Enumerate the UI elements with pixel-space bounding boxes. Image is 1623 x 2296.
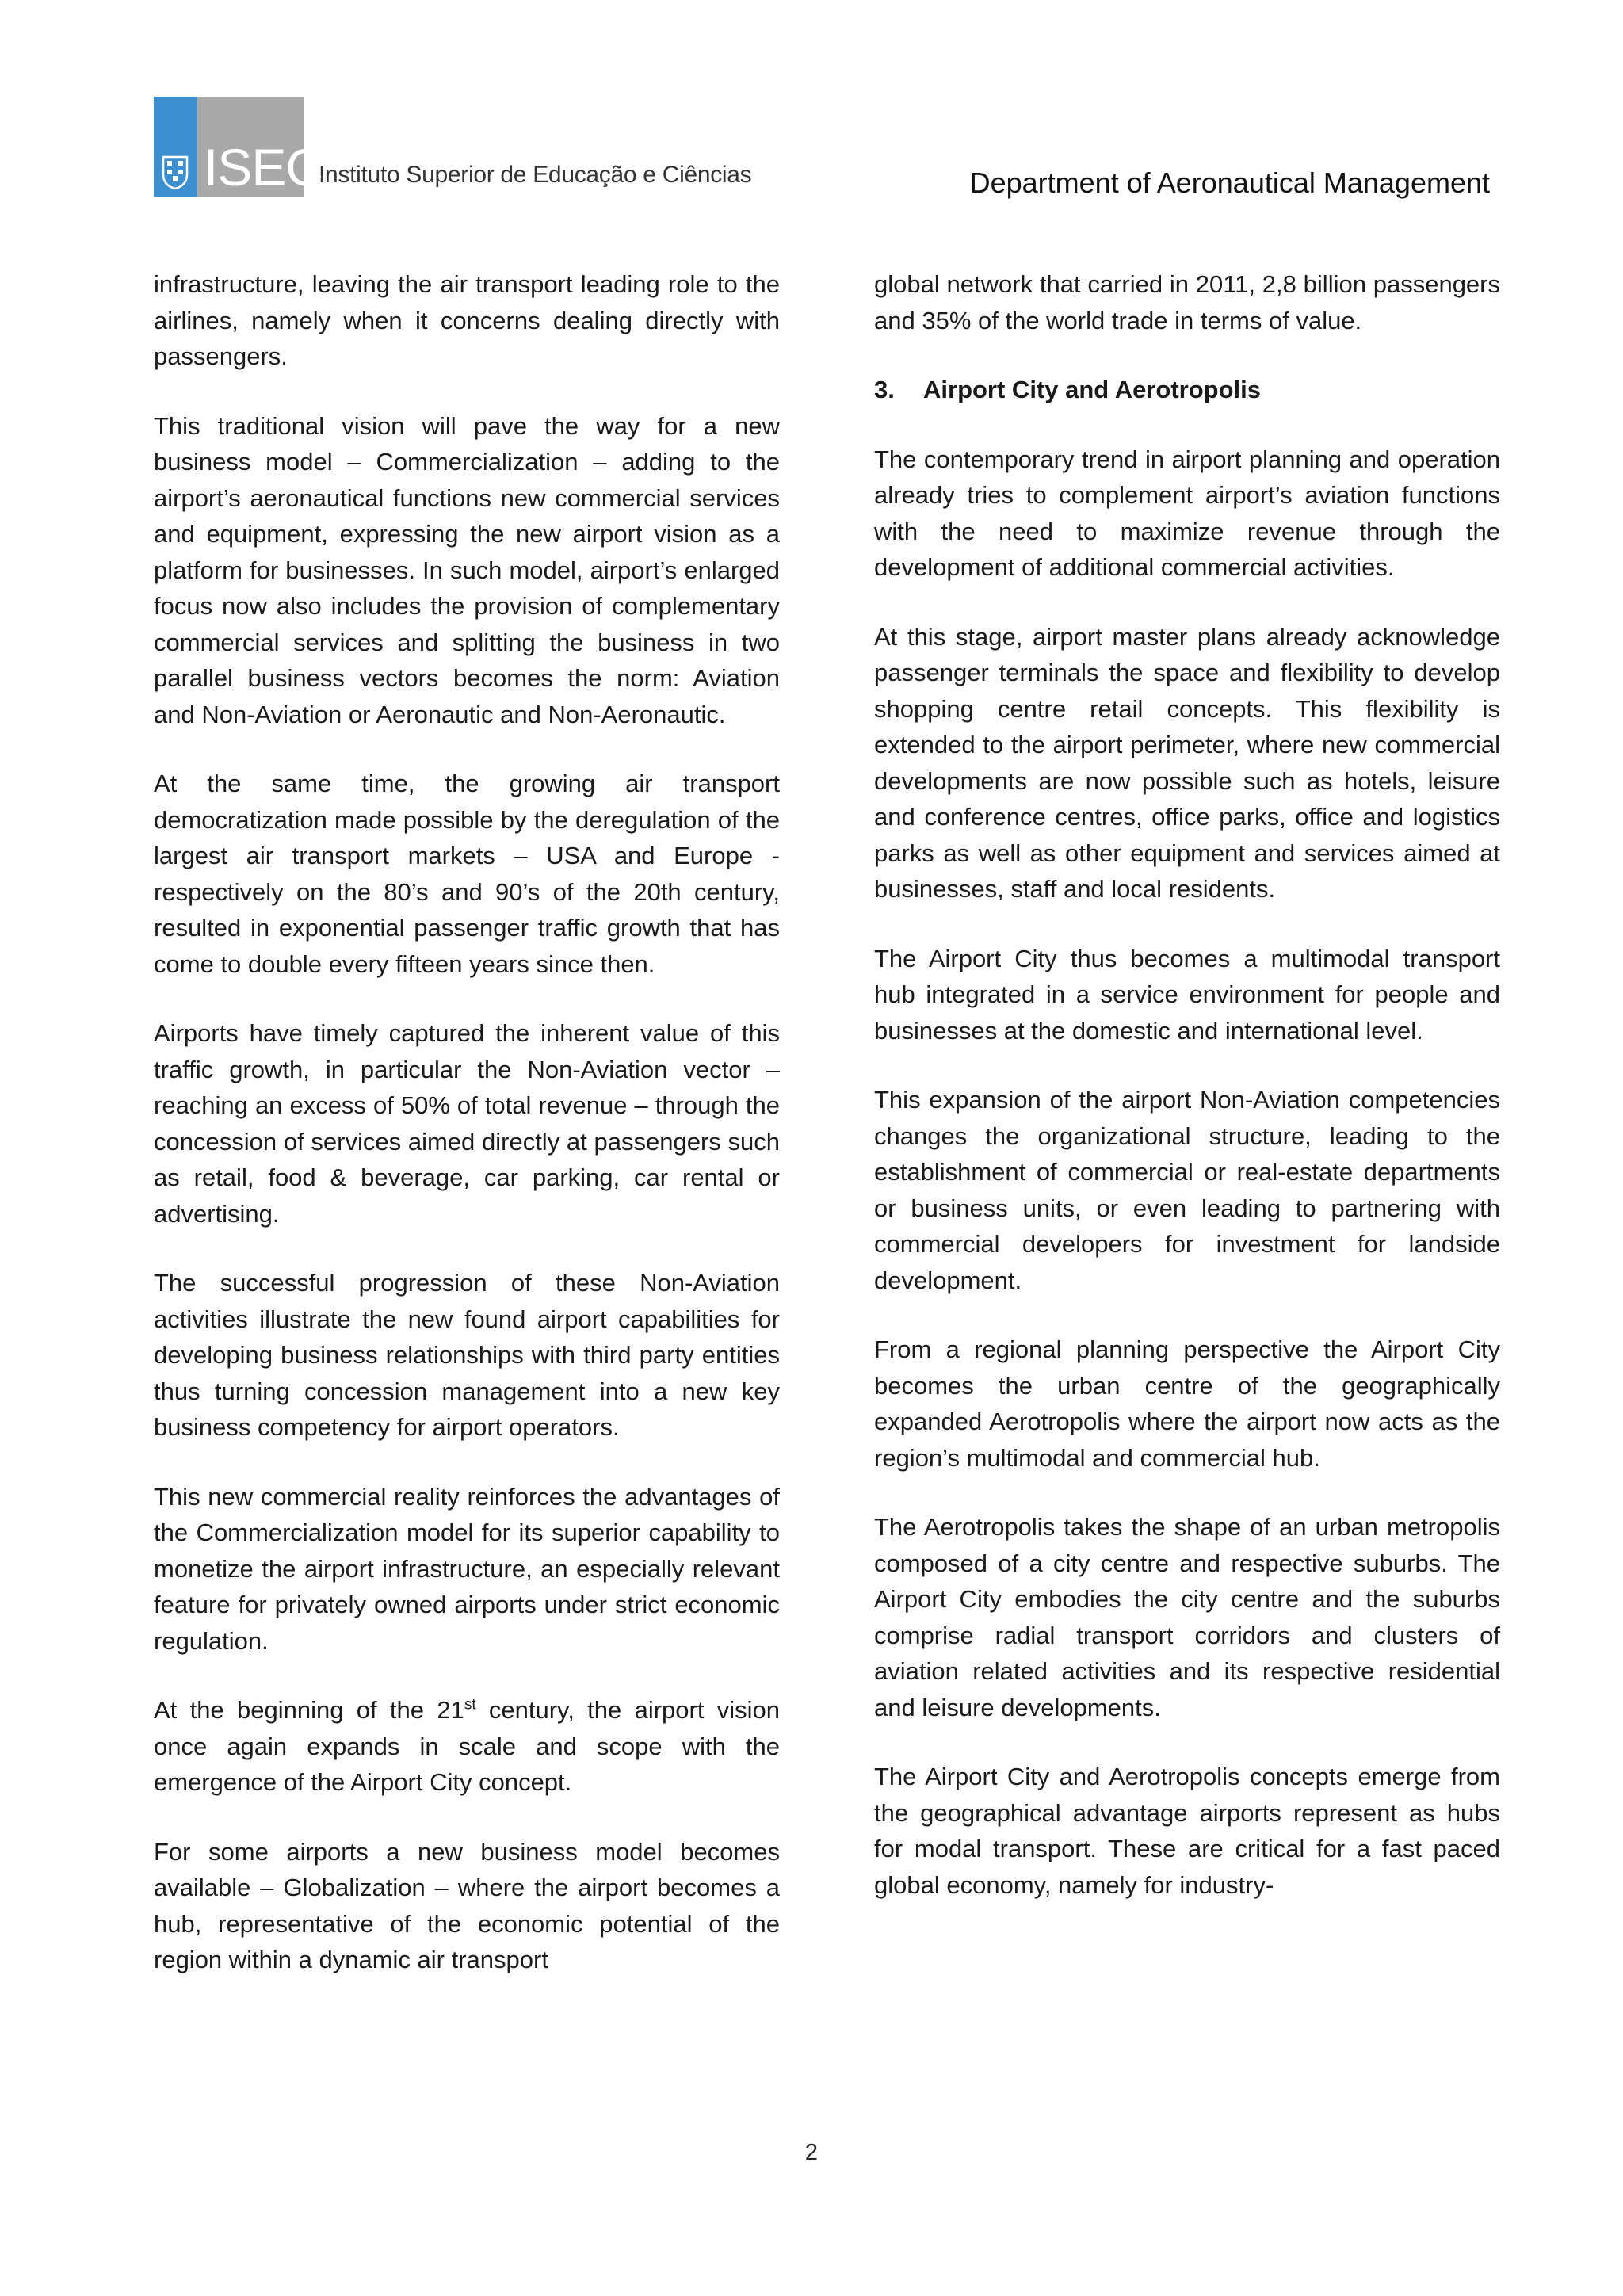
paragraph: The successful progression of these Non-Aviation activities illustrate the new found airport capabilities for developing business relationships with third party entities thus turning concession management into a new key business competency for airport operators. [154, 1269, 780, 1441]
paragraph: This traditional vision will pave the way for a new business model – Commercialization – adding to the airport’s aeronautical functions new commercial services and equipment, expressing the new airport vision as a platform for businesses. In such model, airport’s enlarged focus now also includes the provision of complementary commercial services and splitting the business in two parallel business vectors becomes the norm: Aviation and Non-Aviation or Aeronautic and Non-Aeronautic. [154, 411, 780, 728]
section-heading [874, 372, 1500, 408]
paragraph-text: At the beginning of the 21 [154, 1696, 464, 1724]
institute-name: Instituto Superior de Educação e Ciências [319, 162, 752, 188]
paragraph: The Airport City thus becomes a multimodal transport hub integrated in a service environment for people and businesses at the domestic and international level. [874, 944, 1500, 1045]
page-number: 2 [804, 2140, 819, 2165]
crest-icon [160, 154, 190, 190]
paragraph: This new commercial reality reinforces the advantages of the Commercialization model for its superior capability to monetize the airport infrastructure, an especially relevant feature for privately owned airports under strict economic regulation. [154, 1482, 780, 1655]
paragraph: At the same time, the growing air transport democratization made possible by the deregulation of the largest air transport markets – USA and Europe - respectively on the 80’s and 90’s of the 20th century, resulted in exponential passenger traffic growth that has come to double every fifteen years since then. [154, 770, 780, 978]
section-title: Airport City and Aerotropolis [923, 376, 1261, 403]
paragraph: infrastructure, leaving the air transport leading role to the airlines, namely when it concerns dealing directly with passengers. [154, 270, 780, 370]
paragraph: At this stage, airport master plans already acknowledge passenger terminals the space and flexibility to develop shopping centre retail concepts. This flexibility is extended to the airport perimeter, where new commercial developments are now possible such as hotels, leisure and conference centres, office parks, office and logistics parks as well as other equipment and services aimed at businesses, staff and local residents. [874, 622, 1500, 903]
logo-abbr: ISEC [204, 138, 323, 197]
paragraph: This expansion of the airport Non-Aviation competencies changes the organizational structure, leading to the establishment of commercial or real-estate departments or business units, or even leading to partnering with commercial developers for investment for landside development. [874, 1086, 1500, 1294]
section-number: 3. [874, 376, 895, 403]
left-column [154, 266, 780, 2011]
paragraph-text: century, the airport vision once again expands in scale and scope with the emergence of the Airport City concept. [154, 1696, 781, 1796]
paragraph: Airports have timely captured the inherent value of this traffic growth, in particular the Non-Aviation vector – reaching an excess of 50% of total revenue – through the concession of services aimed directly at passengers such as retail, food & beverage, car parking, car rental or advertising. [154, 1019, 780, 1228]
paragraph: global network that carried in 2011, 2,8 billion passengers and 35% of the world trade in terms of value. [874, 270, 1500, 334]
paragraph: The Aerotropolis takes the shape of an urban metropolis composed of a city centre and respective suburbs. The Airport City embodies the city centre and the suburbs comprise radial transport corridors and clusters of aviation related activities and its respective residential and leisure developments. [874, 1513, 1500, 1721]
paragraph: The contemporary trend in airport planning and operation already tries to complement airport’s aviation functions with the need to maximize revenue through the development of additional commercial activities. [874, 445, 1500, 581]
ordinal-suffix: st [464, 1696, 476, 1713]
isec-logo [154, 95, 751, 197]
department-title: Department of Aeronautical Management [969, 166, 1490, 199]
paragraph: For some airports a new business model becomes available – Globalization – where the airport becomes a hub, representative of the economic potential of the region within a dynamic air transport [154, 1837, 780, 1973]
logo-abbr-block [197, 97, 323, 197]
paragraph [154, 1692, 780, 1801]
logo-crest-block [154, 97, 197, 197]
paragraph: The Airport City and Aerotropolis concepts emerge from the geographical advantage airports represent as hubs for modal transport. These are critical for a fast paced global economy, namely for industry- [874, 1763, 1500, 1899]
paragraph: From a regional planning perspective the Airport City becomes the urban centre of the geographically expanded Aerotropolis where the airport now acts as the region’s multimodal and commercial hub. [874, 1335, 1500, 1472]
right-column [874, 266, 1500, 1936]
